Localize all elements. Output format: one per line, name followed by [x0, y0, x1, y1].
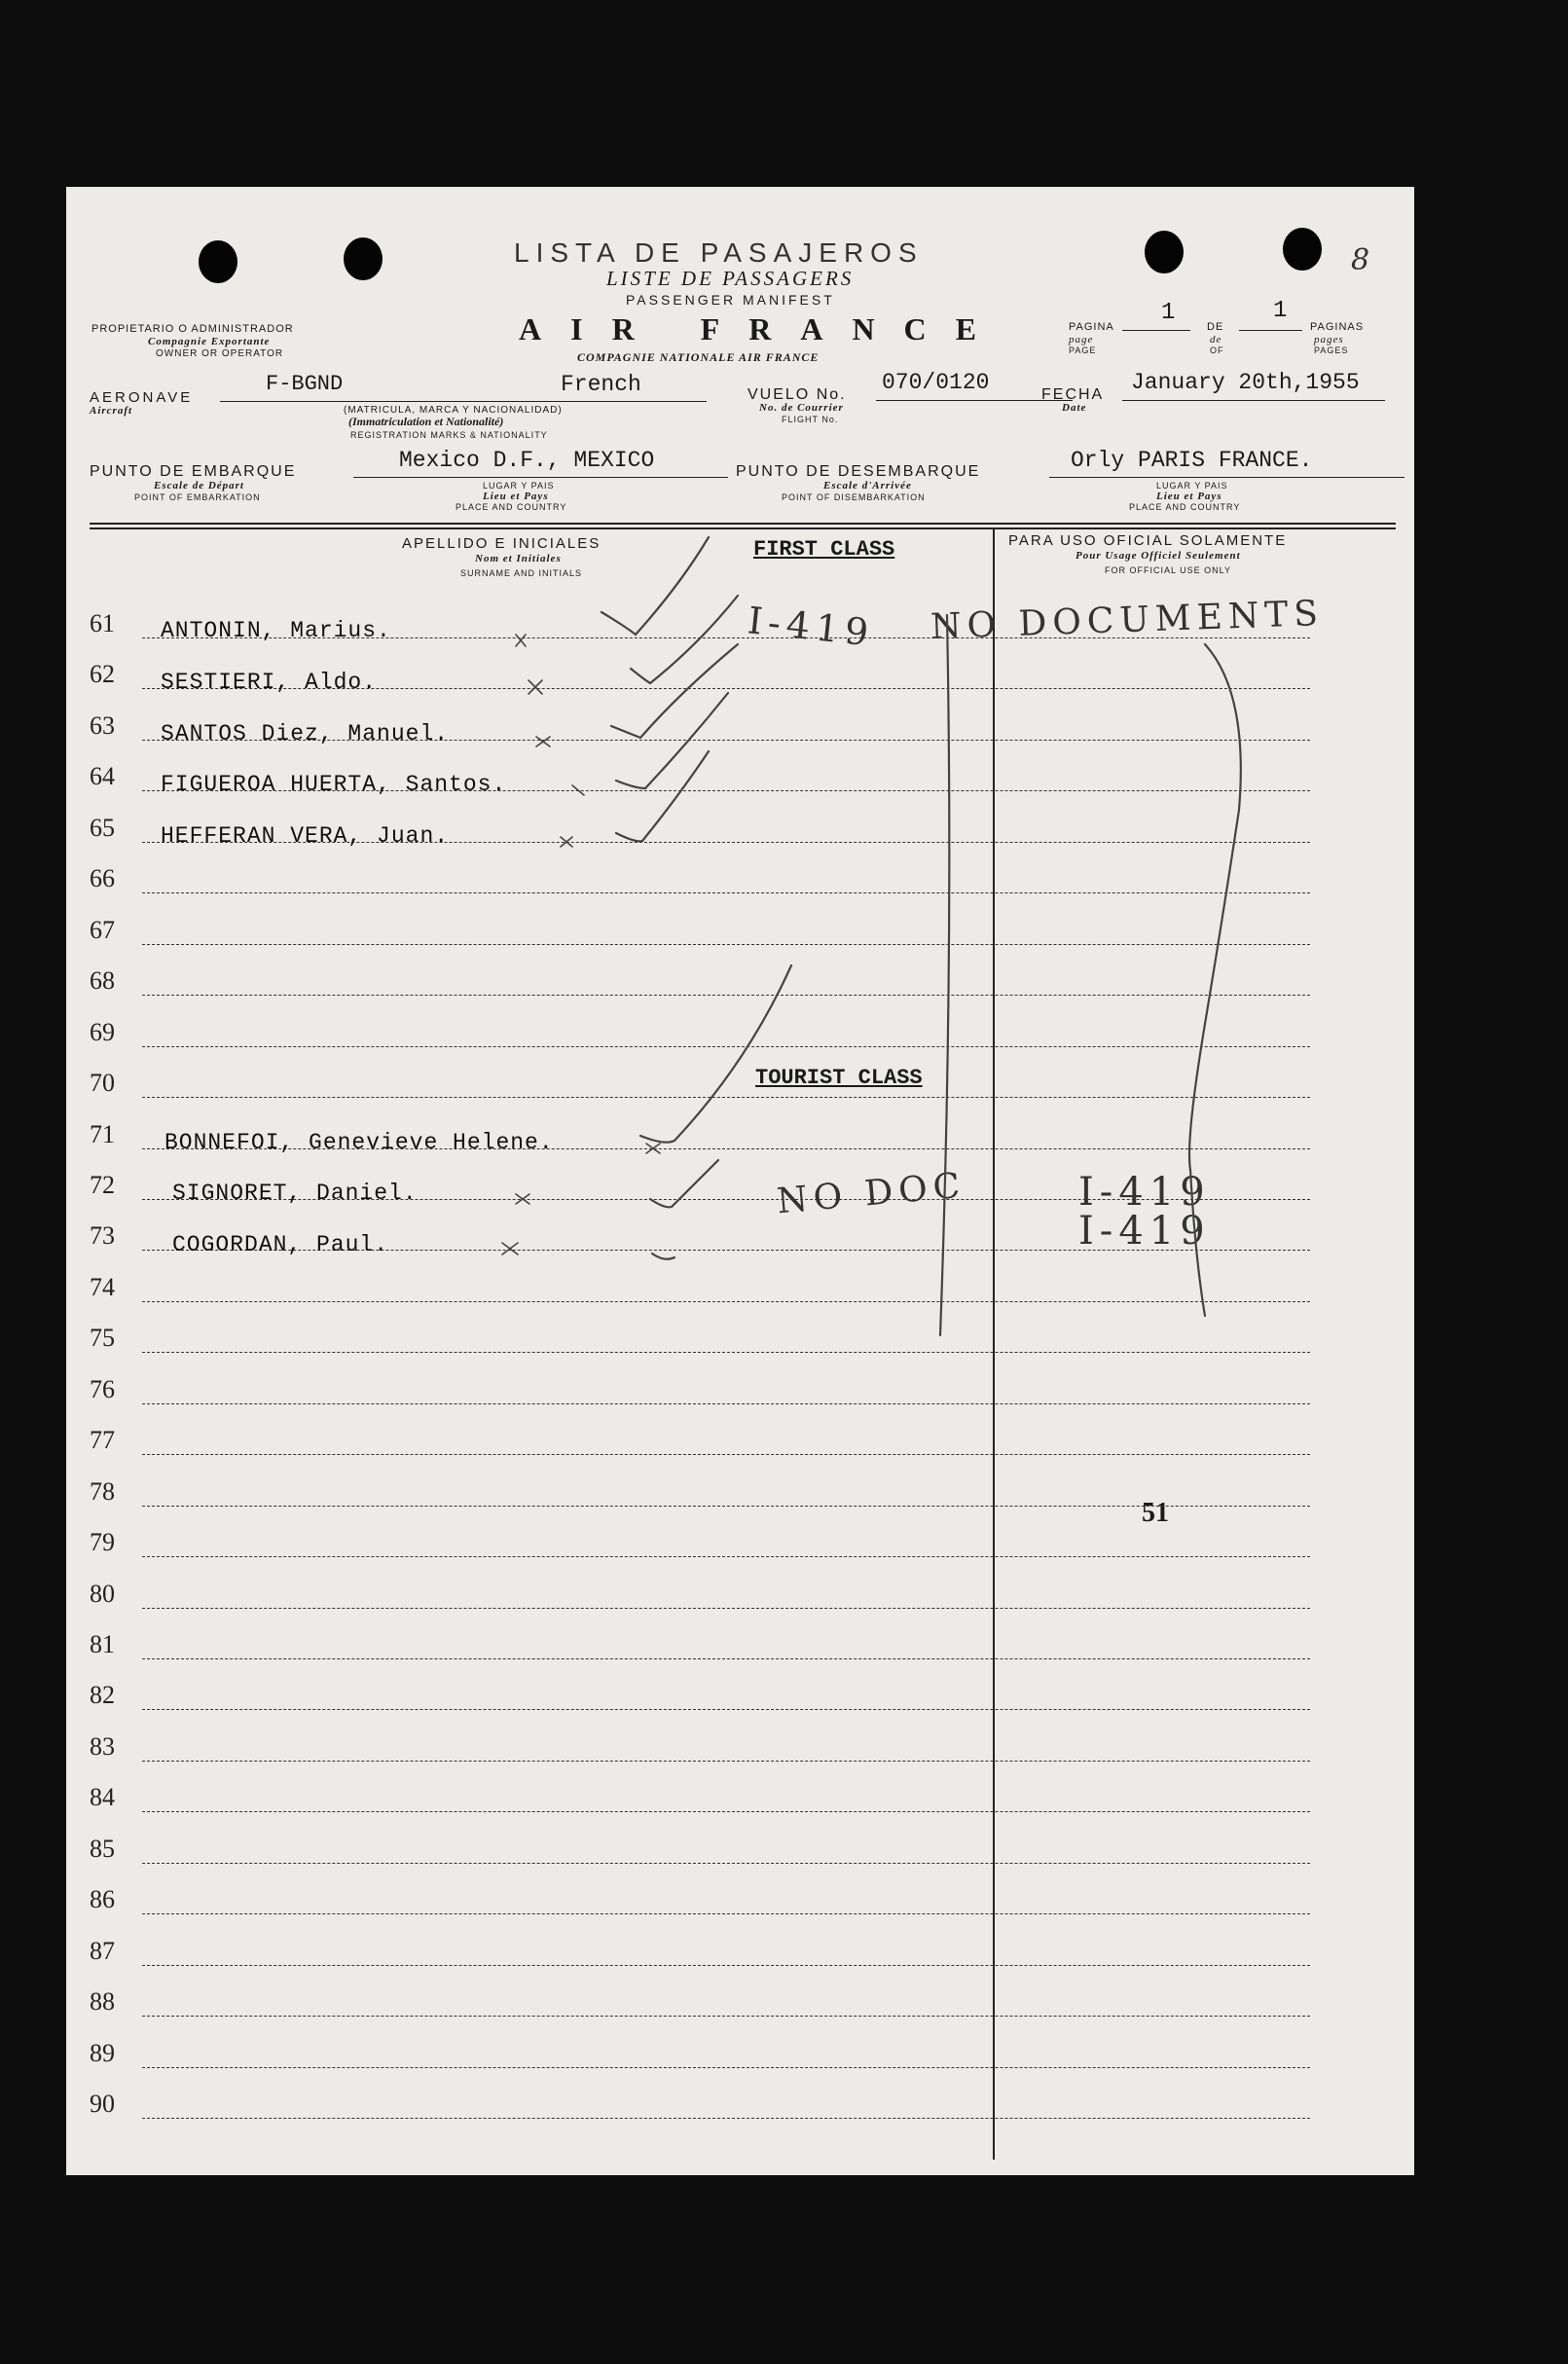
- row-rule: [142, 1301, 1310, 1302]
- embark-line: [353, 477, 728, 478]
- official-label-es: PARA USO OFICIAL SOLAMENTE: [1008, 532, 1288, 549]
- page-number: 1: [1161, 300, 1176, 326]
- registration-label-en: REGISTRATION MARKS & NATIONALITY: [350, 430, 548, 440]
- passenger-name: SANTOS Diez, Manuel.: [161, 721, 450, 746]
- row-number: 70: [90, 1069, 115, 1098]
- page-label-es: PAGINA: [1069, 321, 1114, 333]
- punch-hole-left-1: [199, 240, 237, 283]
- row-number: 63: [90, 710, 115, 740]
- surname-label-es: APELLIDO E INICIALES: [402, 535, 602, 552]
- row-number: 87: [90, 1936, 115, 1965]
- page-number-line: [1122, 330, 1190, 331]
- handwritten-page-mark: 8: [1351, 243, 1370, 277]
- embark-label-en: POINT OF EMBARKATION: [134, 492, 261, 502]
- row-rule: [142, 944, 1310, 945]
- of-label-es: DE: [1207, 321, 1224, 333]
- operator-label-fr: Compagnie Exportante: [148, 336, 271, 347]
- page-total-line: [1239, 330, 1302, 331]
- row-number: 88: [90, 1987, 115, 2017]
- row-rule: [142, 1709, 1310, 1710]
- row-number: 81: [90, 1630, 115, 1658]
- row-rule: [142, 1556, 1310, 1557]
- row-number: 84: [90, 1783, 115, 1812]
- handwritten-form-i419: I-419: [746, 599, 877, 655]
- row-number: 67: [90, 915, 115, 944]
- row-rule: [142, 1608, 1310, 1609]
- pages-label-en: PAGES: [1314, 346, 1349, 355]
- embark-label-es: PUNTO DE EMBARQUE: [90, 463, 297, 480]
- row-number: 85: [90, 1834, 115, 1863]
- row-number: 71: [90, 1119, 115, 1148]
- row-number: 80: [90, 1579, 115, 1608]
- embark-label-fr: Escale de Départ: [154, 480, 244, 491]
- row-number: 68: [90, 966, 115, 996]
- disembark-label-en: POINT OF DISEMBARKATION: [782, 492, 926, 502]
- row-number: 77: [90, 1426, 115, 1455]
- airline-subtitle: COMPAGNIE NATIONALE AIR FRANCE: [577, 350, 820, 364]
- disembark-label-es: PUNTO DE DESEMBARQUE: [736, 463, 981, 480]
- registration-label-es: (MATRICULA, MARCA Y NACIONALIDAD): [344, 405, 563, 416]
- embark-place-label-es: LUGAR Y PAIS: [483, 481, 555, 491]
- row-number: 76: [90, 1374, 115, 1403]
- row-number: 61: [90, 609, 115, 637]
- official-label-fr: Pour Usage Officiel Seulement: [1076, 550, 1241, 562]
- punch-hole-right-1: [1145, 231, 1184, 273]
- title-english: PASSENGER MANIFEST: [626, 292, 835, 308]
- row-number: 75: [90, 1324, 115, 1353]
- disembark-place-label-fr: Lieu et Pays: [1156, 491, 1222, 502]
- page-label-en: PAGE: [1069, 346, 1097, 355]
- header-rule-top: [90, 523, 1396, 525]
- row-rule: [142, 995, 1310, 996]
- check-marks: [602, 537, 791, 1259]
- tourist-class-heading: TOURIST CLASS: [755, 1066, 923, 1090]
- row-rule: [142, 892, 1310, 893]
- date-line: [1122, 400, 1385, 401]
- header-rule-bottom: [90, 527, 1396, 529]
- official-label-en: FOR OFFICIAL USE ONLY: [1105, 565, 1232, 575]
- registration-label-fr: (Immatriculation et Nationalité): [348, 415, 504, 428]
- aircraft-label: AERONAVE: [90, 389, 194, 406]
- passenger-name: BONNEFOI, Genevieve Helene.: [164, 1130, 554, 1155]
- date-label-es: FECHA: [1041, 386, 1105, 403]
- handwritten-form-i419-2: I-419: [1078, 1170, 1211, 1215]
- pages-label-es: PAGINAS: [1310, 321, 1365, 333]
- row-rule: [142, 1097, 1310, 1098]
- row-rule: [142, 1658, 1310, 1659]
- row-rule: [142, 2067, 1310, 2068]
- row-rule: [142, 1811, 1310, 1812]
- row-rule: [142, 1352, 1310, 1353]
- row-rule: [142, 2016, 1310, 2017]
- row-number: 82: [90, 1681, 115, 1710]
- passenger-name: COGORDAN, Paul.: [172, 1232, 389, 1257]
- row-rule: [142, 1046, 1310, 1047]
- handwritten-form-i419-3: I-419: [1078, 1209, 1211, 1254]
- of-label-fr: de: [1210, 334, 1222, 346]
- title-french: LISTE DE PASSAGERS: [606, 267, 855, 290]
- operator-label-en: OWNER OR OPERATOR: [156, 348, 284, 359]
- punch-hole-left-2: [344, 237, 383, 280]
- flight-label-en: FLIGHT No.: [782, 415, 839, 424]
- flight-label-fr: No. de Courrier: [759, 402, 844, 414]
- aircraft-line: [220, 401, 707, 402]
- date-value: January 20th,1955: [1131, 370, 1360, 395]
- handwritten-no-documents: NO DOCUMENTS: [930, 593, 1325, 648]
- row-number: 89: [90, 2038, 115, 2067]
- row-number: 72: [90, 1170, 115, 1199]
- aircraft-label-fr: Aircraft: [90, 405, 133, 417]
- disembark-line: [1049, 477, 1404, 478]
- operator-label-es: PROPIETARIO O ADMINISTRADOR: [91, 323, 294, 335]
- disembark-place: Orly PARIS FRANCE.: [1071, 448, 1313, 473]
- airline-name: AIR FRANCE: [519, 311, 1005, 346]
- manifest-sheet: [66, 187, 1414, 2175]
- row-number: 66: [90, 864, 115, 893]
- aircraft-registration: F-BGND: [266, 372, 344, 396]
- embark-place: Mexico D.F., MEXICO: [399, 448, 655, 473]
- title-spanish: LISTA DE PASAJEROS: [514, 237, 924, 268]
- page-total: 1: [1273, 298, 1288, 324]
- aircraft-nationality: French: [561, 372, 641, 397]
- row-rule: [142, 1913, 1310, 1914]
- passenger-name: ANTONIN, Marius.: [161, 618, 391, 643]
- embark-place-label-en: PLACE AND COUNTRY: [456, 502, 567, 512]
- handwritten-no-doc: NO DOC: [775, 1165, 967, 1222]
- row-number: 73: [90, 1221, 115, 1251]
- embark-place-label-fr: Lieu et Pays: [483, 491, 549, 502]
- surname-label-en: SURNAME AND INITIALS: [460, 568, 583, 578]
- punch-hole-right-2: [1283, 228, 1322, 271]
- row-rule: [142, 1454, 1310, 1455]
- page-label-fr: page: [1069, 334, 1094, 346]
- row-rule: [142, 1403, 1310, 1404]
- pages-label-fr: pages: [1314, 334, 1344, 346]
- row-number: 65: [90, 813, 115, 842]
- row-number: 83: [90, 1731, 115, 1761]
- first-class-heading: FIRST CLASS: [753, 537, 895, 562]
- row-rule: [142, 2118, 1310, 2119]
- passenger-name: HEFFERAN VERA, Juan.: [161, 823, 450, 849]
- row-number: 90: [90, 2090, 115, 2119]
- row-number: 78: [90, 1476, 115, 1506]
- flight-label-es: VUELO No.: [748, 386, 847, 403]
- row-number: 69: [90, 1017, 115, 1046]
- row-rule: [142, 1761, 1310, 1762]
- row-rule: [142, 1863, 1310, 1864]
- stamp-number: 51: [1142, 1498, 1169, 1528]
- disembark-label-fr: Escale d'Arrivée: [823, 480, 912, 491]
- row-rule: [142, 1506, 1310, 1507]
- date-label-fr: Date: [1062, 402, 1087, 414]
- passenger-name: SESTIERI, Aldo.: [161, 670, 378, 695]
- pencil-vertical-line: [940, 615, 949, 1335]
- row-number: 74: [90, 1272, 115, 1301]
- row-number: 62: [90, 660, 115, 689]
- row-number: 79: [90, 1528, 115, 1557]
- of-label-en: OF: [1210, 346, 1224, 355]
- passenger-name: FIGUEROA HUERTA, Santos.: [161, 772, 507, 797]
- disembark-place-label-en: PLACE AND COUNTRY: [1129, 502, 1241, 512]
- surname-label-fr: Nom et Initiales: [475, 553, 562, 564]
- row-number: 64: [90, 762, 115, 791]
- row-number: 86: [90, 1885, 115, 1914]
- official-column-divider: [993, 529, 995, 2160]
- passenger-name: SIGNORET, Daniel.: [172, 1181, 418, 1206]
- flight-number: 070/0120: [882, 370, 990, 395]
- disembark-place-label-es: LUGAR Y PAIS: [1156, 481, 1228, 491]
- row-rule: [142, 1965, 1310, 1966]
